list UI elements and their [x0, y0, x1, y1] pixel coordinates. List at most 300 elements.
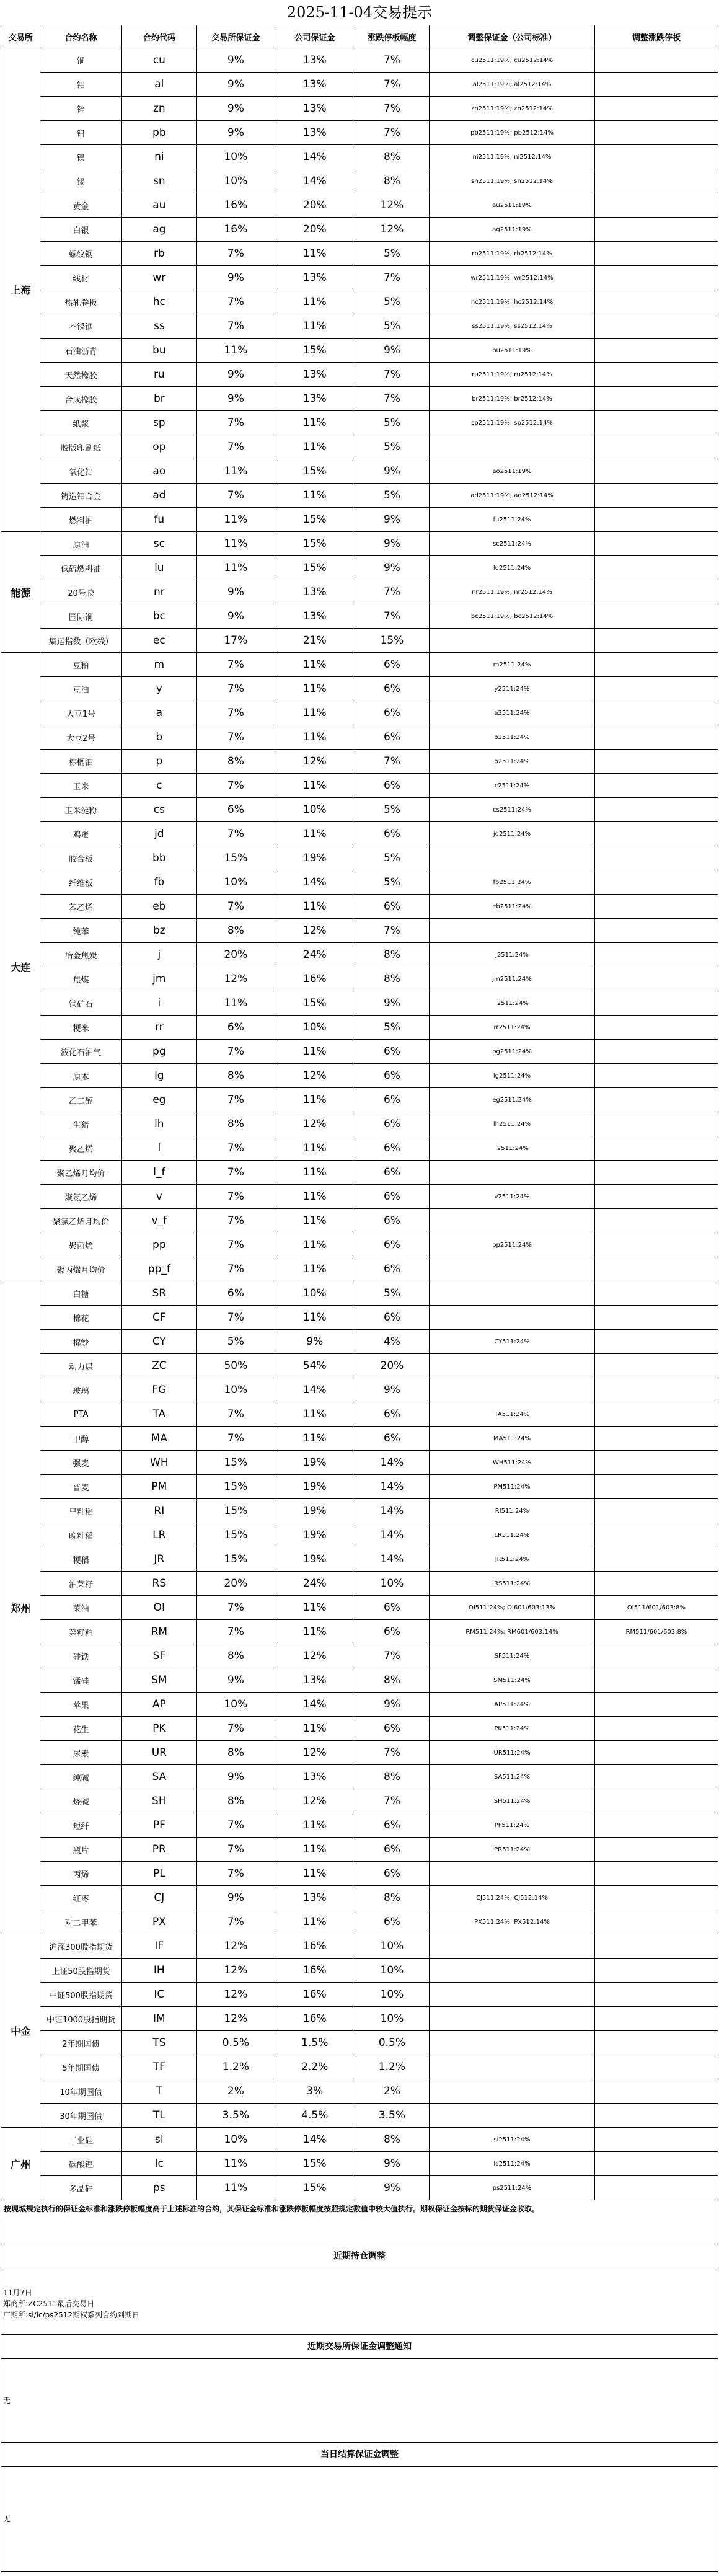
- adjusted-margin-cell: lc2511:24%: [430, 2152, 595, 2176]
- limit-range-cell: 9%: [355, 459, 429, 484]
- adjusted-margin-cell: ps2511:24%: [430, 2176, 595, 2200]
- exchange-margin-cell: 7%: [197, 822, 275, 846]
- exchange-margin-cell: 8%: [197, 750, 275, 774]
- adjusted-limit-cell: [594, 266, 718, 290]
- adjusted-margin-cell: si2511:24%: [430, 2128, 595, 2152]
- adjusted-limit-cell: [594, 1813, 718, 1838]
- adjusted-margin-cell: sn2511:19%; sn2512:14%: [430, 169, 595, 193]
- contract-name-cell: 合成橡胶: [40, 387, 121, 411]
- exchange-margin-cell: 11%: [197, 508, 275, 532]
- header-exchange: 交易所: [1, 25, 40, 48]
- page-title: 2025-11-04交易提示: [286, 4, 433, 21]
- exchange-margin-cell: 9%: [197, 580, 275, 604]
- contract-name-cell: 铜: [40, 48, 121, 73]
- contract-name-cell: 冶金焦炭: [40, 943, 121, 967]
- adjusted-limit-cell: [594, 508, 718, 532]
- exchange-margin-cell: 10%: [197, 145, 275, 169]
- company-margin-cell: 11%: [275, 701, 355, 725]
- company-margin-cell: 11%: [275, 1427, 355, 1451]
- contract-name-cell: 晚籼稻: [40, 1523, 121, 1547]
- contract-code-cell: l_f: [121, 1161, 196, 1185]
- company-margin-cell: 20%: [275, 218, 355, 242]
- company-margin-cell: 15%: [275, 556, 355, 580]
- company-margin-cell: 19%: [275, 1499, 355, 1523]
- adjusted-limit-cell: [594, 1281, 718, 1306]
- exchange-margin-cell: 50%: [197, 1354, 275, 1378]
- company-margin-cell: 12%: [275, 919, 355, 943]
- adjusted-margin-cell: PK511:24%: [430, 1717, 595, 1741]
- limit-range-cell: 10%: [355, 1983, 429, 2007]
- exchange-margin-cell: 7%: [197, 895, 275, 919]
- adjusted-margin-cell: jd2511:24%: [430, 822, 595, 846]
- adjusted-limit-cell: [594, 242, 718, 266]
- adjusted-margin-cell: ss2511:19%; ss2512:14%: [430, 314, 595, 339]
- adjusted-margin-cell: pb2511:19%; pb2512:14%: [430, 121, 595, 145]
- adjusted-margin-cell: ao2511:19%: [430, 459, 595, 484]
- adjusted-limit-cell: [594, 677, 718, 701]
- company-margin-cell: 11%: [275, 677, 355, 701]
- contract-name-cell: 不锈钢: [40, 314, 121, 339]
- contract-name-cell: 原油: [40, 532, 121, 556]
- contract-code-cell: SR: [121, 1281, 196, 1306]
- adjusted-margin-cell: AP511:24%: [430, 1693, 595, 1717]
- contract-code-cell: bz: [121, 919, 196, 943]
- adjusted-margin-cell: RM511:24%; RM601/603:14%: [430, 1620, 595, 1644]
- limit-range-cell: 14%: [355, 1451, 429, 1475]
- adjusted-limit-cell: [594, 1668, 718, 1693]
- company-margin-cell: 11%: [275, 1620, 355, 1644]
- limit-range-cell: 6%: [355, 1813, 429, 1838]
- adjusted-margin-cell: WH511:24%: [430, 1451, 595, 1475]
- contract-code-cell: ps: [121, 2176, 196, 2200]
- table-row: [1, 967, 718, 991]
- contract-code-cell: rr: [121, 1016, 196, 1040]
- adjusted-limit-cell: [594, 1983, 718, 2007]
- exchange-margin-cell: 10%: [197, 870, 275, 895]
- table-row: [1, 1306, 718, 1330]
- adjusted-limit-cell: [594, 967, 718, 991]
- contract-code-cell: TL: [121, 2104, 196, 2128]
- limit-range-cell: 8%: [355, 967, 429, 991]
- adjusted-limit-cell: [594, 290, 718, 314]
- contract-name-cell: 生猪: [40, 1112, 121, 1136]
- exchange-margin-cell: 7%: [197, 1813, 275, 1838]
- adjusted-margin-cell: lu2511:24%: [430, 556, 595, 580]
- contract-code-cell: IF: [121, 1934, 196, 1959]
- contract-name-cell: 油菜籽: [40, 1572, 121, 1596]
- contract-name-cell: 聚氯乙烯: [40, 1185, 121, 1209]
- contract-code-cell: pb: [121, 121, 196, 145]
- limit-range-cell: 10%: [355, 1572, 429, 1596]
- adjusted-margin-cell: m2511:24%: [430, 653, 595, 677]
- adjusted-limit-cell: [594, 1161, 718, 1185]
- limit-range-cell: 6%: [355, 822, 429, 846]
- table-row: [1, 1378, 718, 1402]
- table-row: [1, 387, 718, 411]
- contract-name-cell: 硅铁: [40, 1644, 121, 1668]
- adjusted-limit-cell: [594, 943, 718, 967]
- adjusted-limit-cell: [594, 532, 718, 556]
- limit-range-cell: 9%: [355, 556, 429, 580]
- limit-range-cell: 6%: [355, 1427, 429, 1451]
- exchange-margin-cell: 11%: [197, 459, 275, 484]
- exchange-margin-cell: 9%: [197, 1886, 275, 1910]
- table-row: [1, 121, 718, 145]
- exchange-margin-cell: 7%: [197, 1040, 275, 1064]
- limit-range-cell: 6%: [355, 1620, 429, 1644]
- company-margin-cell: 15%: [275, 508, 355, 532]
- contract-code-cell: fb: [121, 870, 196, 895]
- contract-code-cell: WH: [121, 1451, 196, 1475]
- adjusted-limit-cell: [594, 1064, 718, 1088]
- limit-range-cell: 6%: [355, 895, 429, 919]
- contract-name-cell: 锰硅: [40, 1668, 121, 1693]
- adjusted-margin-cell: [430, 1354, 595, 1378]
- contract-code-cell: sn: [121, 169, 196, 193]
- contract-name-cell: 动力煤: [40, 1354, 121, 1378]
- adjusted-limit-cell: [594, 1040, 718, 1064]
- contract-code-cell: lh: [121, 1112, 196, 1136]
- limit-range-cell: 5%: [355, 411, 429, 435]
- table-row: [1, 1741, 718, 1765]
- contract-name-cell: 5年期国债: [40, 2055, 121, 2079]
- adjusted-limit-cell: [594, 1475, 718, 1499]
- adjusted-margin-cell: bc2511:19%; bc2512:14%: [430, 604, 595, 629]
- limit-range-cell: 5%: [355, 1281, 429, 1306]
- company-margin-cell: 12%: [275, 1644, 355, 1668]
- table-row: [1, 145, 718, 169]
- limit-range-cell: 7%: [355, 363, 429, 387]
- adjusted-margin-cell: sc2511:24%: [430, 532, 595, 556]
- table-row: [1, 991, 718, 1016]
- adjusted-margin-cell: j2511:24%: [430, 943, 595, 967]
- exchange-margin-cell: 7%: [197, 314, 275, 339]
- table-row: [1, 2031, 718, 2055]
- company-margin-cell: 11%: [275, 725, 355, 750]
- company-margin-cell: 14%: [275, 169, 355, 193]
- adjusted-margin-cell: [430, 2007, 595, 2031]
- limit-range-cell: 9%: [355, 339, 429, 363]
- limit-range-cell: 12%: [355, 218, 429, 242]
- company-margin-cell: 12%: [275, 1112, 355, 1136]
- adjusted-margin-cell: SF511:24%: [430, 1644, 595, 1668]
- exchange-margin-cell: 12%: [197, 1934, 275, 1959]
- contract-name-cell: 苹果: [40, 1693, 121, 1717]
- company-margin-cell: 13%: [275, 387, 355, 411]
- contract-name-cell: 液化石油气: [40, 1040, 121, 1064]
- company-margin-cell: 11%: [275, 290, 355, 314]
- contract-name-cell: 尿素: [40, 1741, 121, 1765]
- adjusted-margin-cell: fu2511:24%: [430, 508, 595, 532]
- table-row: [1, 1257, 718, 1281]
- section-line: 无: [3, 2515, 11, 2523]
- contract-name-cell: 白糖: [40, 1281, 121, 1306]
- adjusted-limit-cell: [594, 1402, 718, 1427]
- adjusted-margin-cell: rr2511:24%: [430, 1016, 595, 1040]
- contract-code-cell: TA: [121, 1402, 196, 1427]
- exchange-cell: 中金: [1, 1934, 40, 2128]
- company-margin-cell: 11%: [275, 1088, 355, 1112]
- table-row: [1, 1016, 718, 1040]
- company-margin-cell: 13%: [275, 97, 355, 121]
- adjusted-limit-cell: [594, 556, 718, 580]
- contract-code-cell: ec: [121, 629, 196, 653]
- limit-range-cell: 8%: [355, 1886, 429, 1910]
- contract-code-cell: lu: [121, 556, 196, 580]
- contract-code-cell: IH: [121, 1959, 196, 1983]
- adjusted-margin-cell: PM511:24%: [430, 1475, 595, 1499]
- contract-code-cell: jd: [121, 822, 196, 846]
- contract-name-cell: 早籼稻: [40, 1499, 121, 1523]
- adjusted-margin-cell: [430, 2055, 595, 2079]
- section-line: 无: [3, 2396, 11, 2405]
- adjusted-margin-cell: y2511:24%: [430, 677, 595, 701]
- limit-range-cell: 6%: [355, 1838, 429, 1862]
- adjusted-limit-cell: [594, 846, 718, 870]
- table-row: [1, 750, 718, 774]
- limit-range-cell: 15%: [355, 629, 429, 653]
- table-row: [1, 846, 718, 870]
- table-row: [1, 895, 718, 919]
- contract-code-cell: PR: [121, 1838, 196, 1862]
- adjusted-limit-cell: [594, 1209, 718, 1233]
- section-title: 当日结算保证金调整: [1, 2443, 718, 2467]
- adjusted-limit-cell: [594, 1427, 718, 1451]
- adjusted-margin-cell: b2511:24%: [430, 725, 595, 750]
- adjusted-limit-cell: [594, 48, 718, 73]
- limit-range-cell: 6%: [355, 1862, 429, 1886]
- exchange-margin-cell: 12%: [197, 2007, 275, 2031]
- limit-range-cell: 14%: [355, 1523, 429, 1547]
- adjusted-margin-cell: i2511:24%: [430, 991, 595, 1016]
- section-body: [1, 2359, 718, 2442]
- limit-range-cell: 6%: [355, 1257, 429, 1281]
- limit-range-cell: 6%: [355, 1136, 429, 1161]
- table-row: [1, 1644, 718, 1668]
- limit-range-cell: 3.5%: [355, 2104, 429, 2128]
- contract-code-cell: SF: [121, 1644, 196, 1668]
- contract-code-cell: bc: [121, 604, 196, 629]
- contract-name-cell: 棉纱: [40, 1330, 121, 1354]
- adjusted-limit-cell: [594, 2079, 718, 2104]
- limit-range-cell: 0.5%: [355, 2031, 429, 2055]
- contract-code-cell: LR: [121, 1523, 196, 1547]
- table-header-row: [1, 25, 718, 48]
- section-line: 11月7日: [3, 2288, 32, 2297]
- table-row: [1, 1934, 718, 1959]
- contract-name-cell: 线材: [40, 266, 121, 290]
- limit-range-cell: 7%: [355, 48, 429, 73]
- exchange-margin-cell: 5%: [197, 1330, 275, 1354]
- limit-range-cell: 6%: [355, 677, 429, 701]
- contract-name-cell: 中证1000股指期货: [40, 2007, 121, 2031]
- table-row: [1, 266, 718, 290]
- limit-range-cell: 5%: [355, 1016, 429, 1040]
- exchange-margin-cell: 8%: [197, 1789, 275, 1813]
- contract-code-cell: MA: [121, 1427, 196, 1451]
- adjusted-margin-cell: rb2511:19%; rb2512:14%: [430, 242, 595, 266]
- company-margin-cell: 16%: [275, 2007, 355, 2031]
- adjusted-limit-cell: [594, 580, 718, 604]
- adjusted-margin-cell: RI511:24%: [430, 1499, 595, 1523]
- adjusted-margin-cell: [430, 1934, 595, 1959]
- contract-code-cell: v_f: [121, 1209, 196, 1233]
- limit-range-cell: 9%: [355, 991, 429, 1016]
- table-row: [1, 363, 718, 387]
- contract-code-cell: SA: [121, 1765, 196, 1789]
- table-row: [1, 508, 718, 532]
- limit-range-cell: 10%: [355, 1934, 429, 1959]
- adjusted-limit-cell: [594, 1717, 718, 1741]
- contract-name-cell: 菜籽粕: [40, 1620, 121, 1644]
- company-margin-cell: 11%: [275, 1838, 355, 1862]
- contract-name-cell: 天然橡胶: [40, 363, 121, 387]
- table-row: [1, 943, 718, 967]
- contract-code-cell: pp: [121, 1233, 196, 1257]
- notice-box: [1, 2200, 718, 2244]
- contract-name-cell: 铅: [40, 121, 121, 145]
- company-margin-cell: 11%: [275, 1402, 355, 1427]
- limit-range-cell: 6%: [355, 1161, 429, 1185]
- adjusted-limit-cell: [594, 121, 718, 145]
- exchange-margin-cell: 15%: [197, 1547, 275, 1572]
- table-row: [1, 870, 718, 895]
- exchange-margin-cell: 15%: [197, 1523, 275, 1547]
- company-margin-cell: 16%: [275, 1934, 355, 1959]
- table-row: [1, 411, 718, 435]
- contract-code-cell: T: [121, 2079, 196, 2104]
- exchange-margin-cell: 6%: [197, 1281, 275, 1306]
- exchange-margin-cell: 9%: [197, 604, 275, 629]
- adjusted-margin-cell: CY511:24%: [430, 1330, 595, 1354]
- exchange-margin-cell: 7%: [197, 1402, 275, 1427]
- contract-name-cell: 纯碱: [40, 1765, 121, 1789]
- exchange-margin-cell: 0.5%: [197, 2031, 275, 2055]
- adjusted-limit-cell: RM511/601/603:8%: [594, 1620, 718, 1644]
- company-margin-cell: 11%: [275, 1910, 355, 1934]
- company-margin-cell: 19%: [275, 1547, 355, 1572]
- adjusted-limit-cell: [594, 363, 718, 387]
- adjusted-margin-cell: lg2511:24%: [430, 1064, 595, 1088]
- table-row: [1, 725, 718, 750]
- table-row: [1, 556, 718, 580]
- header-exchange-margin: 交易所保证金: [197, 25, 275, 48]
- adjusted-limit-cell: [594, 1233, 718, 1257]
- adjusted-limit-cell: [594, 629, 718, 653]
- limit-range-cell: 6%: [355, 1185, 429, 1209]
- adjusted-limit-cell: [594, 2055, 718, 2079]
- adjusted-limit-cell: [594, 1016, 718, 1040]
- exchange-margin-cell: 9%: [197, 48, 275, 73]
- company-margin-cell: 19%: [275, 1523, 355, 1547]
- contract-name-cell: 2年期国债: [40, 2031, 121, 2055]
- exchange-margin-cell: 7%: [197, 677, 275, 701]
- adjusted-margin-cell: ag2511:19%: [430, 218, 595, 242]
- adjusted-margin-cell: PX511:24%; PX512:14%: [430, 1910, 595, 1934]
- contract-code-cell: si: [121, 2128, 196, 2152]
- exchange-margin-cell: 7%: [197, 1862, 275, 1886]
- adjusted-limit-cell: [594, 1910, 718, 1934]
- table-row: [1, 218, 718, 242]
- adjusted-limit-cell: [594, 1547, 718, 1572]
- limit-range-cell: 6%: [355, 1910, 429, 1934]
- company-margin-cell: 11%: [275, 774, 355, 798]
- contract-name-cell: 30年期国债: [40, 2104, 121, 2128]
- settlement-margin-section: [1, 2443, 718, 2572]
- contract-code-cell: CY: [121, 1330, 196, 1354]
- table-row: [1, 48, 718, 73]
- contract-code-cell: TS: [121, 2031, 196, 2055]
- limit-range-cell: 6%: [355, 1040, 429, 1064]
- contract-code-cell: eg: [121, 1088, 196, 1112]
- adjusted-limit-cell: [594, 2104, 718, 2128]
- contract-name-cell: 鸡蛋: [40, 822, 121, 846]
- limit-range-cell: 10%: [355, 1959, 429, 1983]
- limit-range-cell: 6%: [355, 701, 429, 725]
- company-margin-cell: 14%: [275, 145, 355, 169]
- table-row: [1, 1233, 718, 1257]
- contract-name-cell: 烧碱: [40, 1789, 121, 1813]
- table-row: [1, 1427, 718, 1451]
- contract-name-cell: 聚丙烯月均价: [40, 1257, 121, 1281]
- contract-name-cell: 上证50股指期货: [40, 1959, 121, 1983]
- contract-code-cell: ru: [121, 363, 196, 387]
- contract-name-cell: 大豆2号: [40, 725, 121, 750]
- contract-name-cell: 原木: [40, 1064, 121, 1088]
- contract-name-cell: 纸浆: [40, 411, 121, 435]
- table-row: [1, 1765, 718, 1789]
- exchange-margin-cell: 7%: [197, 242, 275, 266]
- contract-code-cell: ZC: [121, 1354, 196, 1378]
- exchange-margin-cell: 7%: [197, 484, 275, 508]
- contract-code-cell: bu: [121, 339, 196, 363]
- contract-code-cell: CJ: [121, 1886, 196, 1910]
- exchange-margin-cell: 7%: [197, 1136, 275, 1161]
- company-margin-cell: 11%: [275, 1209, 355, 1233]
- contract-name-cell: 苯乙烯: [40, 895, 121, 919]
- adjusted-limit-cell: [594, 218, 718, 242]
- limit-range-cell: 6%: [355, 1717, 429, 1741]
- exchange-margin-cell: 2%: [197, 2079, 275, 2104]
- table-row: [1, 919, 718, 943]
- exchange-margin-cell: 7%: [197, 1161, 275, 1185]
- company-margin-cell: 15%: [275, 532, 355, 556]
- exchange-margin-cell: 7%: [197, 1596, 275, 1620]
- company-margin-cell: 19%: [275, 1475, 355, 1499]
- adjusted-limit-cell: [594, 1862, 718, 1886]
- contract-code-cell: pp_f: [121, 1257, 196, 1281]
- contract-name-cell: 丙烯: [40, 1862, 121, 1886]
- table-row: [1, 1330, 718, 1354]
- adjusted-limit-cell: [594, 1185, 718, 1209]
- header-adjusted-margin: 调整保证金（公司标准）: [430, 25, 595, 48]
- exchange-margin-cell: 11%: [197, 2176, 275, 2200]
- table-row: [1, 2128, 718, 2152]
- table-row: [1, 1354, 718, 1378]
- table-row: [1, 97, 718, 121]
- contract-code-cell: ss: [121, 314, 196, 339]
- contract-name-cell: 棕榈油: [40, 750, 121, 774]
- table-row: [1, 1789, 718, 1813]
- adjusted-limit-cell: [594, 1693, 718, 1717]
- table-row: [1, 1451, 718, 1475]
- contract-name-cell: 集运指数（欧线）: [40, 629, 121, 653]
- table-row: [1, 1475, 718, 1499]
- adjusted-margin-cell: SH511:24%: [430, 1789, 595, 1813]
- table-row: [1, 169, 718, 193]
- contract-name-cell: 10年期国债: [40, 2079, 121, 2104]
- adjusted-margin-cell: [430, 846, 595, 870]
